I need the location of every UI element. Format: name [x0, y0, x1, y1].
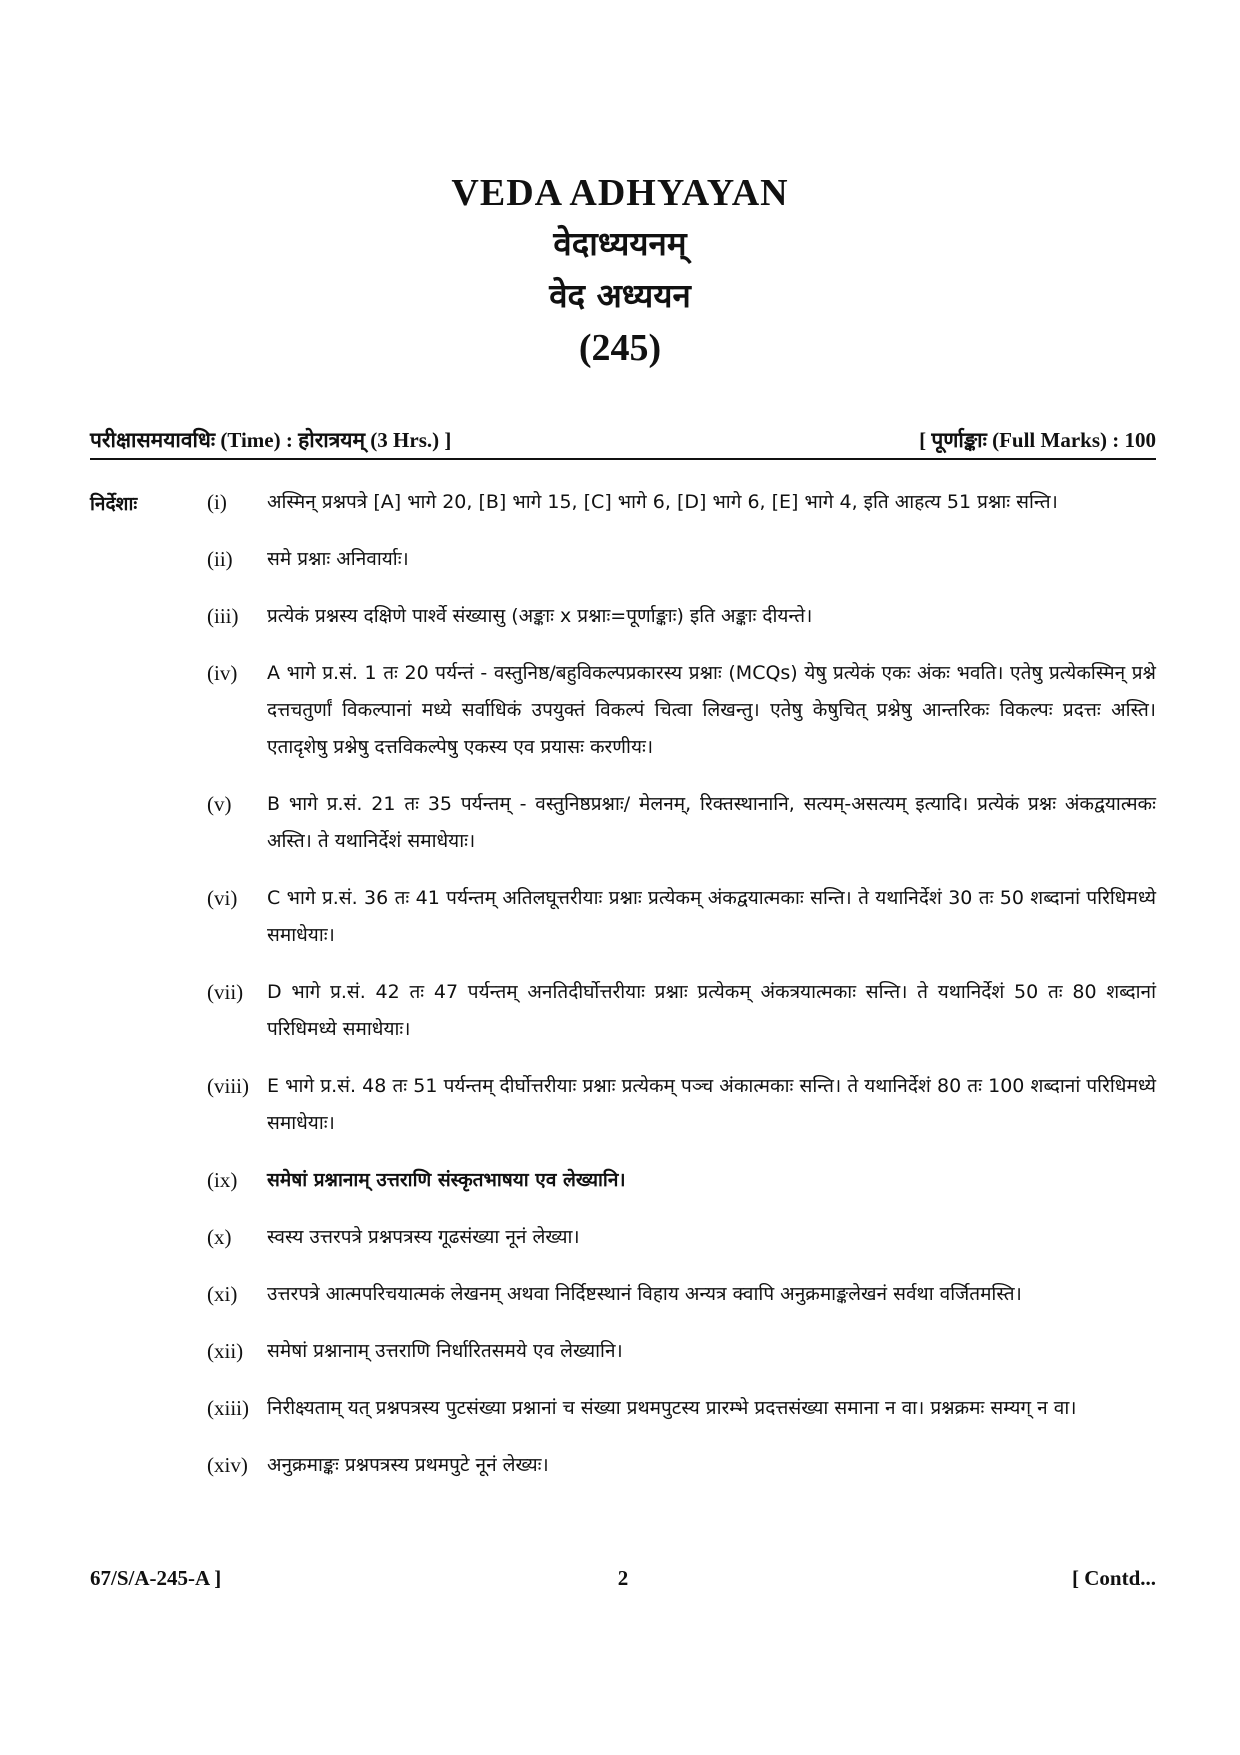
instruction-text: प्रत्येकं प्रश्नस्य दक्षिणे पार्श्वे संख्यासु (अङ्काः x प्रश्नाः=पूर्णाङ्काः) इति अङ्काः दीयन्ते।: [267, 605, 813, 627]
time-label: परीक्षासमयावधिः (Time) : होरात्रयम् (3 Hrs.) ]: [90, 428, 452, 452]
instruction-text: D भागे प्र.सं. 42 तः 47 पर्यन्तम् अनतिदीर्घोत्तरीयाः प्रश्नाः प्रत्येकम् अंकत्रयात्मकाः सन्ति। ते यथानिर्देशं 50 तः 80 शब्दानां परिधिमध्ये समाधेयाः।: [267, 981, 1156, 1040]
instruction-item: [207, 598, 1156, 635]
instruction-text: C भागे प्र.सं. 36 तः 41 पर्यन्तम् अतिलघूत्तरीयाः प्रश्नाः प्रत्येकम् अंकद्वयात्मकाः सन्ति। ते यथानिर्देशं 30 तः 50 शब्दानां परिधिमध्ये समाधेयाः।: [267, 887, 1156, 946]
instruction-item: [207, 880, 1156, 954]
instructions-list: [207, 484, 1156, 1504]
title-sanskrit: वेदाध्ययनम्: [553, 224, 687, 263]
instruction-item: [207, 1276, 1156, 1313]
instruction-item: [207, 541, 1156, 578]
page-footer: [90, 1566, 1156, 1596]
instruction-number: (ix): [207, 1168, 238, 1192]
instruction-text: समेषां प्रश्नानाम् उत्तराणि निर्धारितसमये एव लेख्यानि।: [267, 1340, 623, 1362]
instruction-number: (xii): [207, 1339, 244, 1363]
instruction-number: (vii): [207, 980, 244, 1004]
instruction-item: [207, 1162, 1156, 1199]
subject-code: (245): [578, 327, 662, 369]
instruction-number: (viii): [207, 1074, 249, 1098]
instruction-text: अनुक्रमाङ्कः प्रश्नपत्रस्य प्रथमपुटे नूनं लेख्यः।: [267, 1454, 549, 1476]
exam-info-row: [90, 422, 1156, 460]
instruction-text: B भागे प्र.सं. 21 तः 35 पर्यन्तम् - वस्तुनिष्ठप्रश्नाः/ मेलनम्, रिक्तस्थानानि, सत्यम्-असत्यम् इत्यादि। प्रत्येकं प्रश्नः अंकद्वयात्मकः अस्ति। ते यथानिर्देशं समाधेयाः।: [267, 793, 1156, 852]
instruction-number: (v): [207, 792, 232, 816]
title-hindi: वेद अध्ययन: [549, 276, 691, 315]
paper-code: 67/S/A-245-A ]: [90, 1566, 222, 1590]
instruction-item: [207, 1219, 1156, 1256]
instruction-text: अस्मिन् प्रश्नपत्रे [A] भागे 20, [B] भागे 15, [C] भागे 6, [D] भागे 6, [E] भागे 4, इति आहत्य 51 प्रश्नाः सन्ति।: [267, 491, 1058, 513]
instruction-number: (i): [207, 490, 227, 514]
instruction-item: [207, 786, 1156, 860]
instruction-number: (xiii): [207, 1396, 249, 1420]
instruction-item: [207, 974, 1156, 1048]
instruction-item: [207, 655, 1156, 766]
instruction-item: [207, 484, 1156, 521]
instruction-number: (xiv): [207, 1453, 248, 1477]
continued-label: [ Contd...: [1071, 1566, 1156, 1590]
instruction-text: A भागे प्र.सं. 1 तः 20 पर्यन्तं - वस्तुनिष्ठ/बहुविकल्पप्रकारस्य प्रश्नाः (MCQs) येषु प्रत्येकं एकः अंकः भवति। एतेषु प्रत्येकस्मिन् प्रश्ने दत्तचतुर्णां विकल्पानां मध्ये सर्वाधिकं उपयुक्तं विकल्पं चित्वा लिखन्तु। एतेषु केषुचित् प्रश्नेषु आन्तरिकः विकल्पः प्रदत्तः अस्ति। एतादृशेषु प्रश्नेषु दत्तविकल्पेषु एकस्य एव प्रयासः करणीयः।: [267, 662, 1156, 758]
instruction-item: [207, 1333, 1156, 1370]
page-number: 2: [617, 1566, 629, 1590]
title-block: [0, 168, 1240, 374]
instruction-number: (vi): [207, 886, 238, 910]
instruction-text: E भागे प्र.सं. 48 तः 51 पर्यन्तम् दीर्घोत्तरीयाः प्रश्नाः प्रत्येकम् पञ्च अंकात्मकाः सन्ति। ते यथानिर्देशं 80 तः 100 शब्दानां परिधिमध्ये समाधेयाः।: [267, 1075, 1156, 1134]
instruction-number: (iii): [207, 604, 239, 628]
instruction-text: समे प्रश्नाः अनिवार्याः।: [267, 548, 409, 570]
title-english: VEDA ADHYAYAN: [451, 172, 789, 214]
instructions-label: निर्देशाः: [90, 493, 138, 515]
instruction-item: [207, 1068, 1156, 1142]
instruction-text: स्वस्य उत्तरपत्रे प्रश्नपत्रस्य गूढसंख्या नूनं लेख्या।: [267, 1226, 580, 1248]
marks-label: [ पूर्णाङ्काः (Full Marks) : 100: [919, 428, 1156, 452]
instruction-number: (iv): [207, 661, 238, 685]
instruction-text: निरीक्ष्यताम् यत् प्रश्नपत्रस्य पुटसंख्या प्रश्नानां च संख्या प्रथमपुटस्य प्रारम्भे प्रदत्तसंख्या समाना न वा। प्रश्नक्रमः सम्यग् न वा।: [267, 1397, 1077, 1419]
instruction-number: (xi): [207, 1282, 238, 1306]
instruction-text: उत्तरपत्रे आत्मपरिचयात्मकं लेखनम् अथवा निर्दिष्टस्थानं विहाय अन्यत्र क्वापि अनुक्रमाङ्कलेखनं सर्वथा वर्जितमस्ति।: [267, 1283, 1022, 1305]
instruction-number: (ii): [207, 547, 233, 571]
instruction-number: (x): [207, 1225, 232, 1249]
instruction-text: समेषां प्रश्नानाम् उत्तराणि संस्कृतभाषया एव लेख्यानि।: [267, 1169, 626, 1191]
instruction-item: [207, 1390, 1156, 1427]
instruction-item: [207, 1447, 1156, 1484]
